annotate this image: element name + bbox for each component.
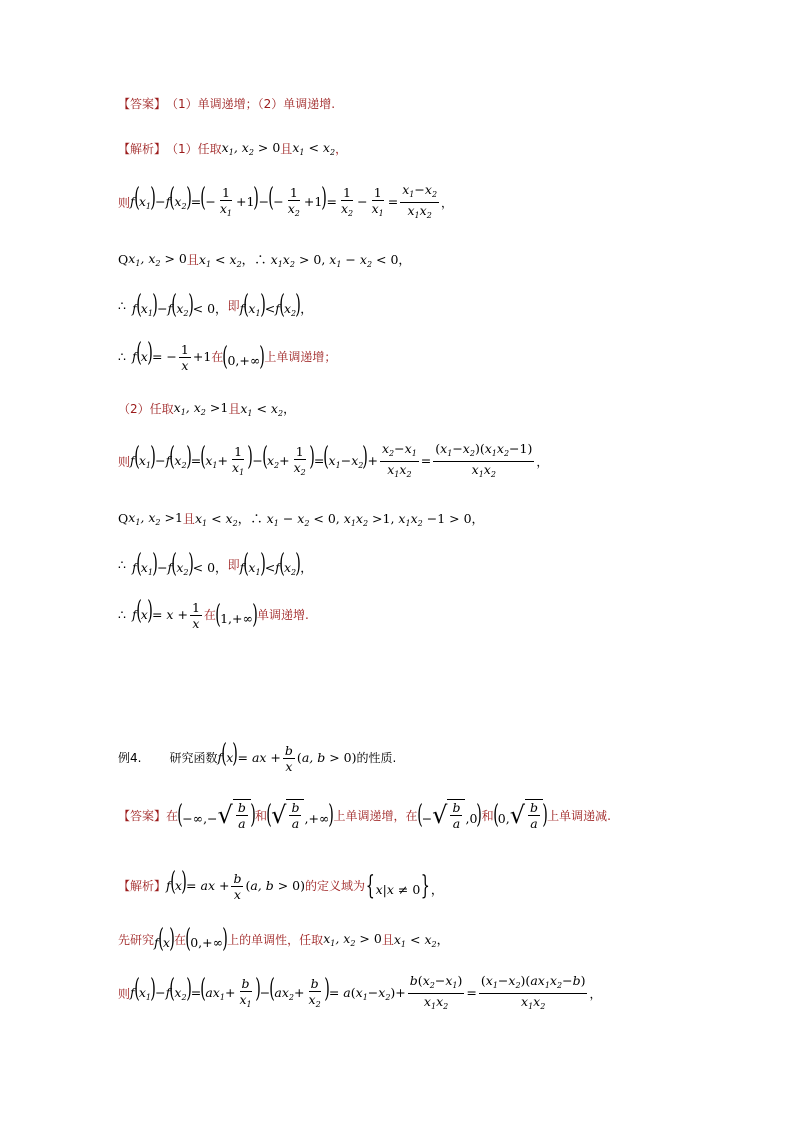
answer-tag: 【答案】 bbox=[118, 808, 167, 823]
text-increasing: 上单调递增； bbox=[264, 350, 337, 364]
text-increasing: 单调递增. bbox=[257, 608, 309, 622]
example-label: 例4. bbox=[118, 751, 142, 765]
analysis2-line-2 bbox=[118, 926, 449, 952]
math: $x_1$, $x_2 > 0$ bbox=[221, 140, 281, 157]
math: $x_1$, $x_2 >1$ bbox=[128, 510, 183, 527]
math: (1,+∞) bbox=[215, 599, 258, 630]
text-namely: 即 bbox=[227, 298, 240, 313]
math: $x_1 < x_2$ bbox=[292, 140, 336, 157]
analysis-tag: 【解析】 bbox=[118, 142, 167, 156]
math: $f(x_1)-f(x_2)=(x_1+$ $\frac{1}{x_1}$ )$-(x_2+$ $\frac{1}{x_2}$ )$=(x_1-x_2)+$ $\frac{x_2-x_1}{x_1x_2}$ = $\frac{(x_1-x_2)(x_1x_2-1)}{x_1x_2}$ bbox=[130, 441, 533, 479]
since-line-1 bbox=[118, 250, 411, 269]
conclusion-line-2: ∴ f(x)= x + $\frac{1}{x}$ 在 (1,+∞) 单调递增. bbox=[118, 596, 309, 631]
example-property: 的性质. bbox=[356, 751, 397, 765]
text-and: 且 bbox=[381, 932, 394, 947]
analysis-line-2: （2）任取 $x_1$, $x_2 >1$ 且 $x_1 < x_2$， bbox=[118, 400, 296, 418]
math: $x_1$, $x_2 > 0$ bbox=[323, 930, 382, 948]
math: $x_1 < x_2$，∴ $x_1x_2 > 0$, $x_1 - x_2 < 0$， bbox=[198, 252, 411, 269]
answer-line-2 bbox=[118, 799, 611, 831]
conclusion-line-1: ∴ f(x)= − $\frac{1}{x}$ +1 在 (0,+∞) 上单调递增； bbox=[118, 338, 337, 373]
math: $x_1 < x_2$， bbox=[240, 401, 296, 418]
example-4-line bbox=[118, 741, 396, 774]
text-increasing: 上单调递增，在 bbox=[333, 808, 418, 823]
math: $x_1$, $x_2 >1$ bbox=[173, 400, 229, 417]
text-part2: （2）任取 bbox=[118, 402, 174, 416]
text-then: 则 bbox=[118, 196, 131, 210]
math: $f(x_1)<f(x_2)$， bbox=[239, 549, 313, 579]
math: f(x)= ax + $\frac{b}{x}$ (a, b > 0) bbox=[217, 739, 357, 774]
math: {x|x ≠ 0}， bbox=[365, 870, 444, 901]
analysis-tag: 【解析】 bbox=[118, 879, 167, 893]
text-on: 在 bbox=[174, 932, 187, 947]
text-and: 且 bbox=[280, 142, 293, 156]
equation-line-1: 则 $f(x_1)-f(x_2)=(-$ $\frac{1}{x_1}$ +1)−(− $\frac{1}{x_2}$ +1)= $\frac{1}{x_2}$ − $\frac{1}{x_1}$ = $\frac{x_1-x_2}{x_1x_2}$ ， bbox=[118, 182, 453, 223]
math: $x_1$, $x_2 > 0$ bbox=[128, 251, 187, 268]
since-line-2: Q $x_1$, $x_2 >1$ 且 $x_1 < x_2$，∴ $x_1 - x_2 < 0$, $x_1x_2 >1$, $x_1x_2 -1 > 0$， bbox=[118, 510, 485, 528]
math: $f(x_1)-f(x_2)=(ax_1+$ $\frac{b}{x_1}$ )$-(ax_2+$ $\frac{b}{x_2}$ )= $a(x_1-x_2)+$ $\frac{b(x_2-x_1)}{x_1x_2}$ = $\frac{(x_1-x_2)(ax_1x_2-b)}{x_1x_2}$ bbox=[130, 973, 586, 1011]
math: (0, √ $\frac{b}{a}$ ) bbox=[492, 800, 548, 831]
math: $x_1 < x_2$， bbox=[393, 931, 450, 949]
math: $x_1 < x_2$，∴ $x_1 - x_2 < 0$, $x_1x_2 >1$, $x_1x_2 -1 > 0$， bbox=[194, 511, 485, 528]
math: $f(x_1)<f(x_2)$， bbox=[239, 290, 313, 320]
math: (−∞,− √ $\frac{b}{a}$ ) bbox=[177, 800, 256, 831]
therefore-line-1 bbox=[118, 292, 313, 318]
math: $f(x_1)-f(x_2)=(-$ $\frac{1}{x_1}$ +1)−(− $\frac{1}{x_2}$ +1)= $\frac{1}{x_2}$ − $\frac{1}{x_1}$ = $\frac{x_1-x_2}{x_1x_2}$ bbox=[130, 182, 438, 220]
analysis-line-1: 【解析】 （1）任取 $x_1$, $x_2 > 0$ 且 $x_1 < x_2$ ， bbox=[118, 140, 348, 157]
math: $f(x_1)-f(x_2)< 0$， bbox=[131, 290, 228, 320]
math: f(x)= − $\frac{1}{x}$ +1 bbox=[131, 338, 212, 373]
text-and: 和 bbox=[255, 808, 268, 823]
therefore-line-2: ∴ $f(x_1)-f(x_2)< 0$， 即 $f(x_1)<f(x_2)$， bbox=[118, 549, 313, 579]
answer-tag: 【答案】 bbox=[118, 97, 167, 111]
analysis2-line-1 bbox=[118, 869, 443, 902]
text-on: 在 bbox=[211, 350, 224, 364]
text-and: 且 bbox=[186, 253, 199, 267]
equation-line-3: 则 $f(x_1)-f(x_2)=(ax_1+$ $\frac{b}{x_1}$ )$-(ax_2+$ $\frac{b}{x_2}$ )= $a(x_1-x_2)+$ $\frac{b(x_2-x_1)}{x_1x_2}$ = $\frac{(x_1-x_2)(ax_1x_2-b)}{x_1x_2}$ ， bbox=[118, 973, 601, 1014]
text-then: 则 bbox=[118, 987, 131, 1001]
text-take: （1）任取 bbox=[166, 142, 222, 156]
answer-line-1 bbox=[118, 95, 335, 112]
math: f(x) bbox=[154, 924, 175, 954]
text-decreasing: 上单调递减. bbox=[547, 808, 611, 823]
answer-text: （1）单调递增；（2）单调递增. bbox=[166, 97, 336, 111]
equation-line-2: 则 $f(x_1)-f(x_2)=(x_1+$ $\frac{1}{x_1}$ )$-(x_2+$ $\frac{1}{x_2}$ )$=(x_1-x_2)+$ $\frac{x_2-x_1}{x_1x_2}$ = $\frac{(x_1-x_2)(x_1x_2-1)}{x_1x_2}$ ， bbox=[118, 441, 548, 482]
example-study: 研究函数 bbox=[169, 751, 218, 765]
math: f(x)= ax + $\frac{b}{x}$ (a, b > 0) bbox=[166, 867, 306, 902]
therefore-symbol: ∴ bbox=[118, 297, 126, 313]
text-on: 在 bbox=[166, 808, 179, 823]
since-symbol: Q bbox=[118, 252, 129, 267]
text-monotonicity: 上的单调性，任取 bbox=[227, 932, 324, 947]
math: (0,+∞) bbox=[185, 924, 228, 954]
math: ( √ $\frac{b}{a}$ ,+∞) bbox=[266, 800, 335, 831]
math: (0,+∞) bbox=[222, 341, 266, 372]
math: $f(x_1)-f(x_2)< 0$， bbox=[131, 549, 228, 579]
text-and: 和 bbox=[481, 808, 494, 823]
text-first: 先研究 bbox=[118, 932, 155, 947]
math: f(x)= x + $\frac{1}{x}$ bbox=[131, 596, 200, 631]
text-domain: 的定义域为 bbox=[305, 879, 366, 893]
math: (− √ $\frac{b}{a}$ ,0) bbox=[416, 800, 483, 831]
